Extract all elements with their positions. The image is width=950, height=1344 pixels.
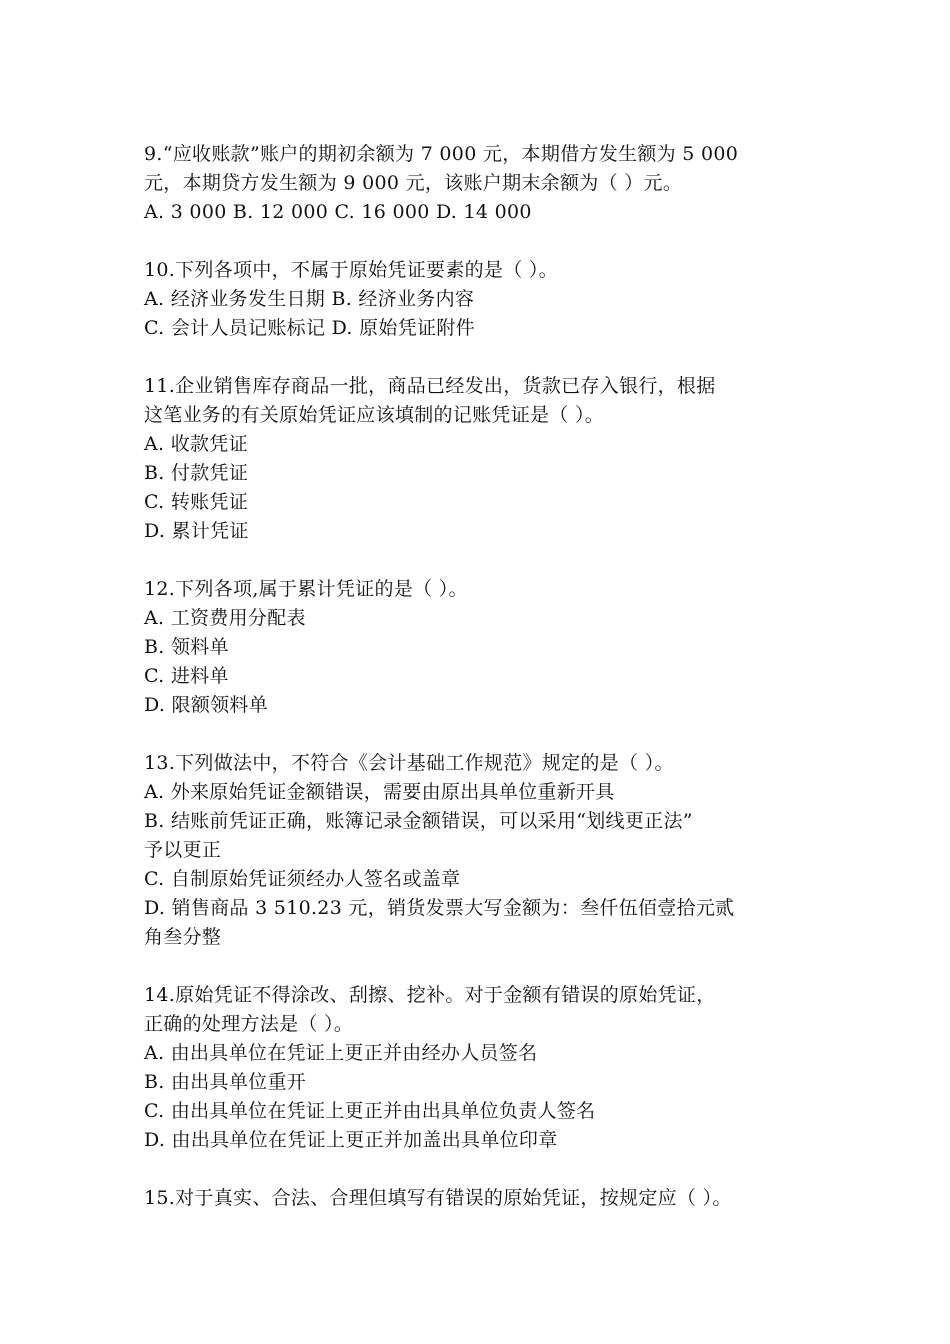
question-text: 13.下列做法中，不符合《会计基础工作规范》规定的是（ ）。	[144, 752, 674, 774]
question-list	[144, 140, 814, 1242]
answer-option: D. 由出具单位在凭证上更正并加盖出具单位印章	[144, 1129, 558, 1151]
question-9	[144, 140, 814, 227]
question-text: 11.企业销售库存商品一批，商品已经发出，货款已存入银行，根据	[144, 375, 716, 397]
answer-option: D. 限额领料单	[144, 694, 269, 716]
answer-options: A. 3 000 B. 12 000 C. 16 000 D. 14 000	[144, 201, 532, 223]
answer-option: A. 工资费用分配表	[144, 607, 306, 629]
answer-options: A. 经济业务发生日期 B. 经济业务内容	[144, 288, 475, 310]
answer-option: C. 进料单	[144, 665, 229, 687]
answer-option: B. 结账前凭证正确，账簿记录金额错误，可以采用“划线更正法”	[144, 810, 693, 832]
question-11	[144, 372, 814, 546]
answer-option: C. 自制原始凭证须经办人签名或盖章	[144, 868, 461, 890]
answer-option: A. 收款凭证	[144, 433, 248, 455]
question-13	[144, 749, 814, 952]
question-text: 正确的处理方法是（ ）。	[144, 1013, 354, 1035]
question-text: 这笔业务的有关原始凭证应该填制的记账凭证是（ ）。	[144, 404, 605, 426]
answer-option: A. 由出具单位在凭证上更正并由经办人员签名	[144, 1042, 538, 1064]
answer-option: C. 由出具单位在凭证上更正并由出具单位负责人签名	[144, 1100, 596, 1122]
answer-option: D. 销售商品 3 510.23 元，销货发票大写金额为：叁仟伍佰壹拾元贰	[144, 897, 735, 919]
question-text: 9.“应收账款”账户的期初余额为 7 000 元，本期借方发生额为 5 000	[144, 143, 739, 165]
answer-option: B. 付款凭证	[144, 462, 249, 484]
answer-option: A. 外来原始凭证金额错误，需要由原出具单位重新开具	[144, 781, 615, 803]
answer-options: C. 会计人员记账标记 D. 原始凭证附件	[144, 317, 475, 339]
question-text: 元，本期贷方发生额为 9 000 元，该账户期末余额为（ ）元。	[144, 172, 683, 194]
answer-option: 予以更正	[144, 839, 222, 861]
answer-option: B. 由出具单位重开	[144, 1071, 307, 1093]
question-14	[144, 981, 814, 1155]
answer-option: D. 累计凭证	[144, 520, 249, 542]
question-text: 10.下列各项中，不属于原始凭证要素的是（ ）。	[144, 259, 558, 281]
question-text: 15.对于真实、合法、合理但填写有错误的原始凭证，按规定应（ ）。	[144, 1187, 732, 1209]
question-15	[144, 1184, 814, 1213]
answer-option: 角叁分整	[144, 926, 222, 948]
answer-option: C. 转账凭证	[144, 491, 249, 513]
question-10	[144, 256, 814, 343]
answer-option: B. 领料单	[144, 636, 229, 658]
question-text: 14.原始凭证不得涂改、刮擦、挖补。对于金额有错误的原始凭证，	[144, 984, 716, 1006]
question-text: 12.下列各项,属于累计凭证的是（ ）。	[144, 578, 468, 600]
question-12	[144, 575, 814, 720]
